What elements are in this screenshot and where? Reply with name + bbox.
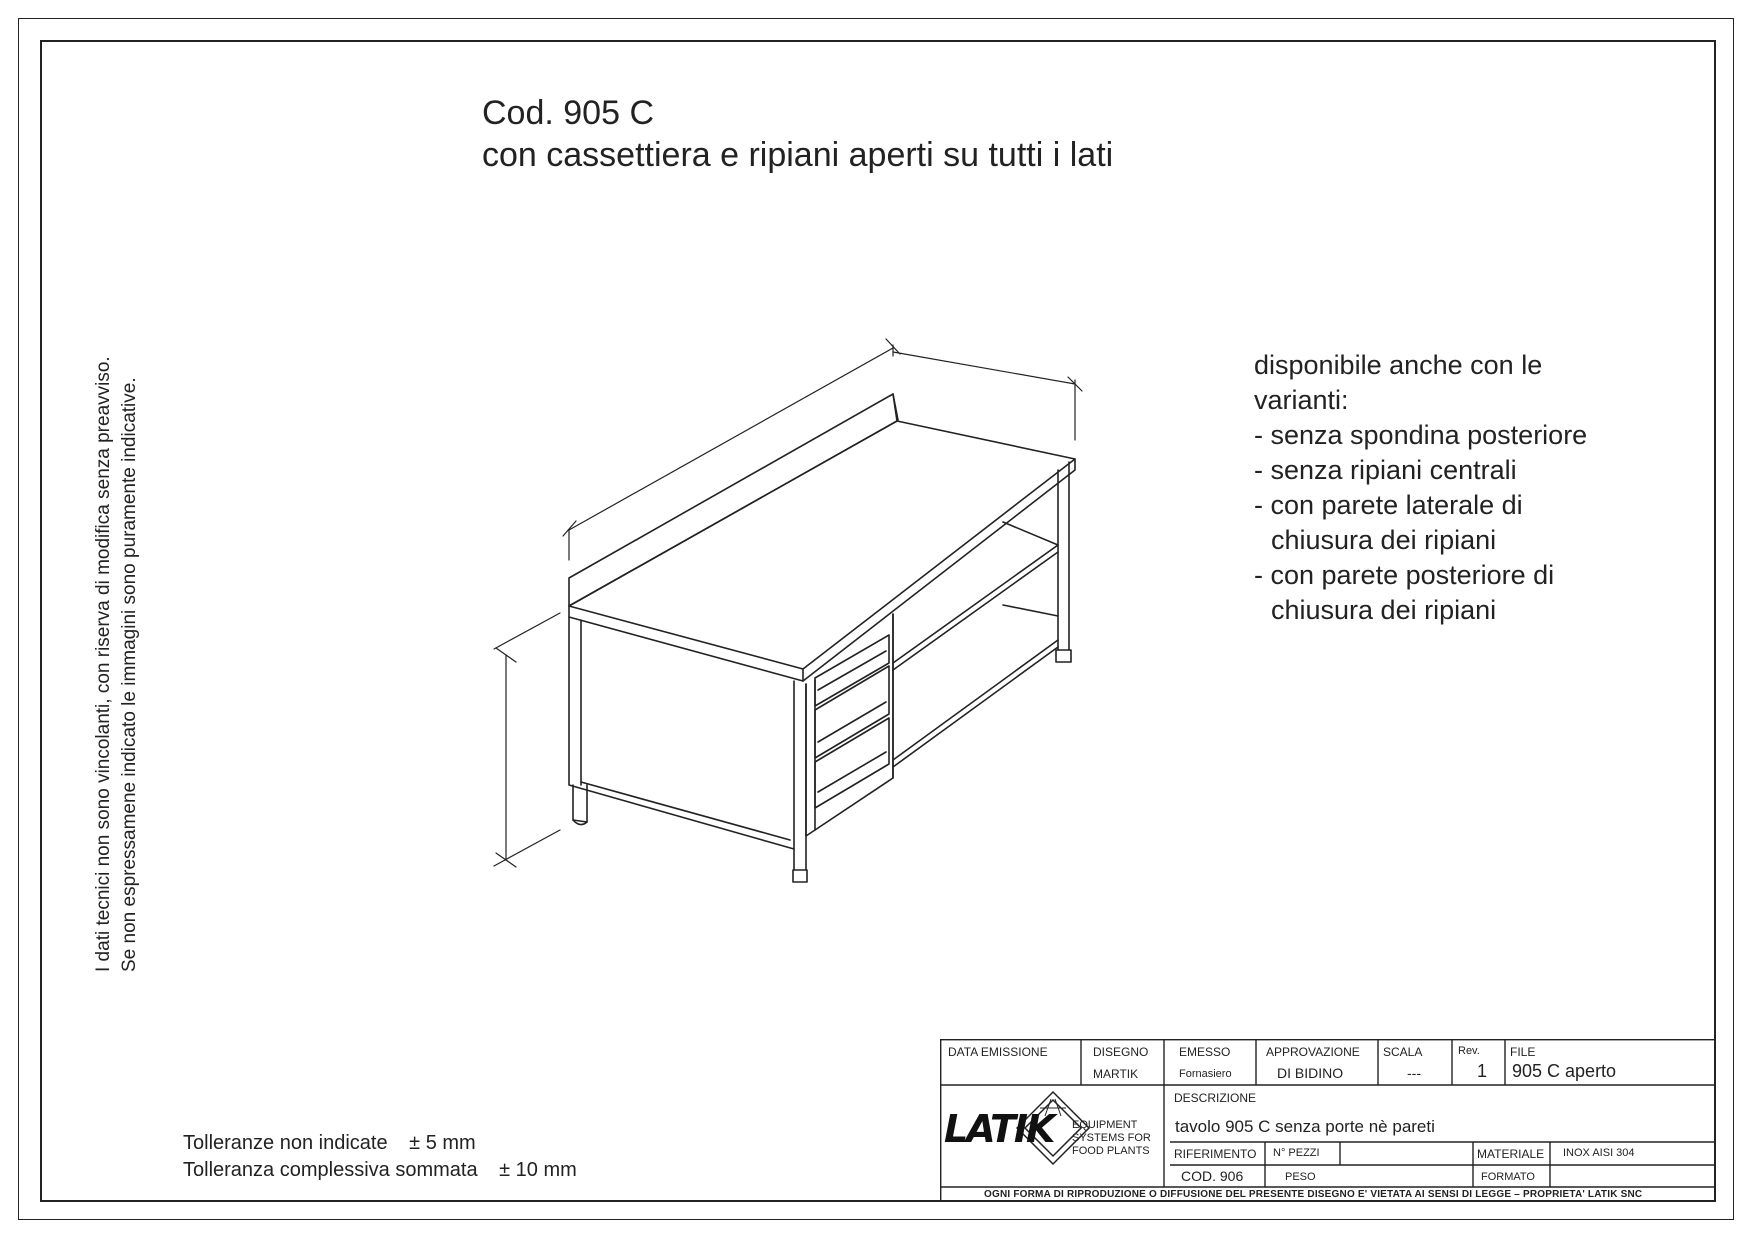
variants-line: chiusura dei ripiani bbox=[1271, 525, 1497, 555]
variants-line: - con parete posteriore di bbox=[1254, 560, 1555, 590]
file-value: 905 C aperto bbox=[1512, 1061, 1617, 1081]
disegno-label: DISEGNO bbox=[1093, 1045, 1149, 1059]
tolerances-note bbox=[183, 1130, 577, 1184]
logo-tagline-3: FOOD PLANTS bbox=[1072, 1145, 1150, 1157]
tolerance-value-2: ± 10 mm bbox=[499, 1159, 577, 1181]
materiale-label: MATERIALE bbox=[1477, 1147, 1545, 1161]
shelf-bottom bbox=[893, 605, 1058, 767]
tolerance-label-1: Tolleranze non indicate bbox=[183, 1132, 388, 1154]
drawer-2 bbox=[815, 666, 889, 758]
leg-front-left bbox=[573, 785, 587, 822]
emesso-value: Fornasiero bbox=[1179, 1068, 1232, 1080]
variants-line: - con parete laterale di bbox=[1254, 490, 1523, 520]
rev-label: Rev. bbox=[1458, 1045, 1480, 1057]
leg-front-right bbox=[794, 681, 806, 870]
dimension-height bbox=[494, 613, 560, 867]
formato-label: FORMATO bbox=[1481, 1171, 1535, 1183]
variants-line: disponibile anche con le bbox=[1254, 350, 1543, 380]
emesso-label: EMESSO bbox=[1179, 1045, 1231, 1059]
scala-value: --- bbox=[1407, 1065, 1421, 1081]
variants-line: varianti: bbox=[1254, 385, 1349, 415]
n-pezzi-label: N° PEZZI bbox=[1273, 1147, 1320, 1159]
title-block bbox=[940, 1039, 1716, 1202]
leg-back-right bbox=[1058, 462, 1069, 650]
logo-tagline-1: EQUIPMENT bbox=[1072, 1119, 1138, 1131]
riferimento-value: COD. 906 bbox=[1181, 1168, 1244, 1184]
product-subtitle: con cassettiera e ripiani aperti su tutti i lati bbox=[482, 136, 1114, 174]
variants-line: chiusura dei ripiani bbox=[1271, 595, 1497, 625]
peso-label: PESO bbox=[1285, 1171, 1316, 1183]
copyright-footer: OGNI FORMA DI RIPRODUZIONE O DIFFUSIONE DEL PRESENTE DISEGNO E' VIETATA AI SENSI DI LEGGE – PROPRIETA' LATIK SNC bbox=[984, 1189, 1643, 1200]
approvazione-value: DI BIDINO bbox=[1277, 1065, 1344, 1081]
shelf-middle bbox=[893, 522, 1058, 670]
disegno-value: MARTIK bbox=[1093, 1067, 1139, 1081]
logo-tagline-2: SYSTEMS FOR bbox=[1072, 1132, 1151, 1144]
disclaimer-note-2: Se non espressamene indicato le immagini sono puramente indicative. bbox=[119, 377, 140, 972]
backsplash bbox=[569, 394, 897, 606]
variants-line: - senza ripiani centrali bbox=[1254, 455, 1517, 485]
variants-line: - senza spondina posteriore bbox=[1254, 420, 1588, 450]
tolerance-label-2: Tolleranza complessiva sommata bbox=[183, 1159, 478, 1181]
data-emissione-label: DATA EMISSIONE bbox=[948, 1045, 1048, 1059]
materiale-value: INOX AISI 304 bbox=[1563, 1147, 1635, 1159]
tolerance-value-1: ± 5 mm bbox=[409, 1132, 476, 1154]
logo-wordmark: LATIK bbox=[944, 1107, 1054, 1151]
disclaimer-note-1: I dati tecnici non sono vincolanti, con riserva di modifica senza preavviso. bbox=[93, 356, 114, 972]
worktop bbox=[569, 421, 1075, 669]
variants-list bbox=[1254, 348, 1587, 628]
dimension-length bbox=[563, 339, 900, 560]
drawer-3 bbox=[815, 718, 889, 808]
riferimento-label: RIFERIMENTO bbox=[1174, 1147, 1257, 1161]
product-code: Cod. 905 C bbox=[482, 94, 654, 132]
drawer-cabinet bbox=[806, 614, 893, 836]
file-label: FILE bbox=[1510, 1045, 1536, 1059]
approvazione-label: APPROVAZIONE bbox=[1266, 1045, 1360, 1059]
descrizione-value: tavolo 905 C senza porte nè pareti bbox=[1175, 1117, 1435, 1136]
descrizione-label: DESCRIZIONE bbox=[1174, 1091, 1257, 1105]
left-side-panel bbox=[569, 617, 794, 849]
rev-value: 1 bbox=[1477, 1061, 1488, 1081]
scala-label: SCALA bbox=[1383, 1045, 1423, 1059]
